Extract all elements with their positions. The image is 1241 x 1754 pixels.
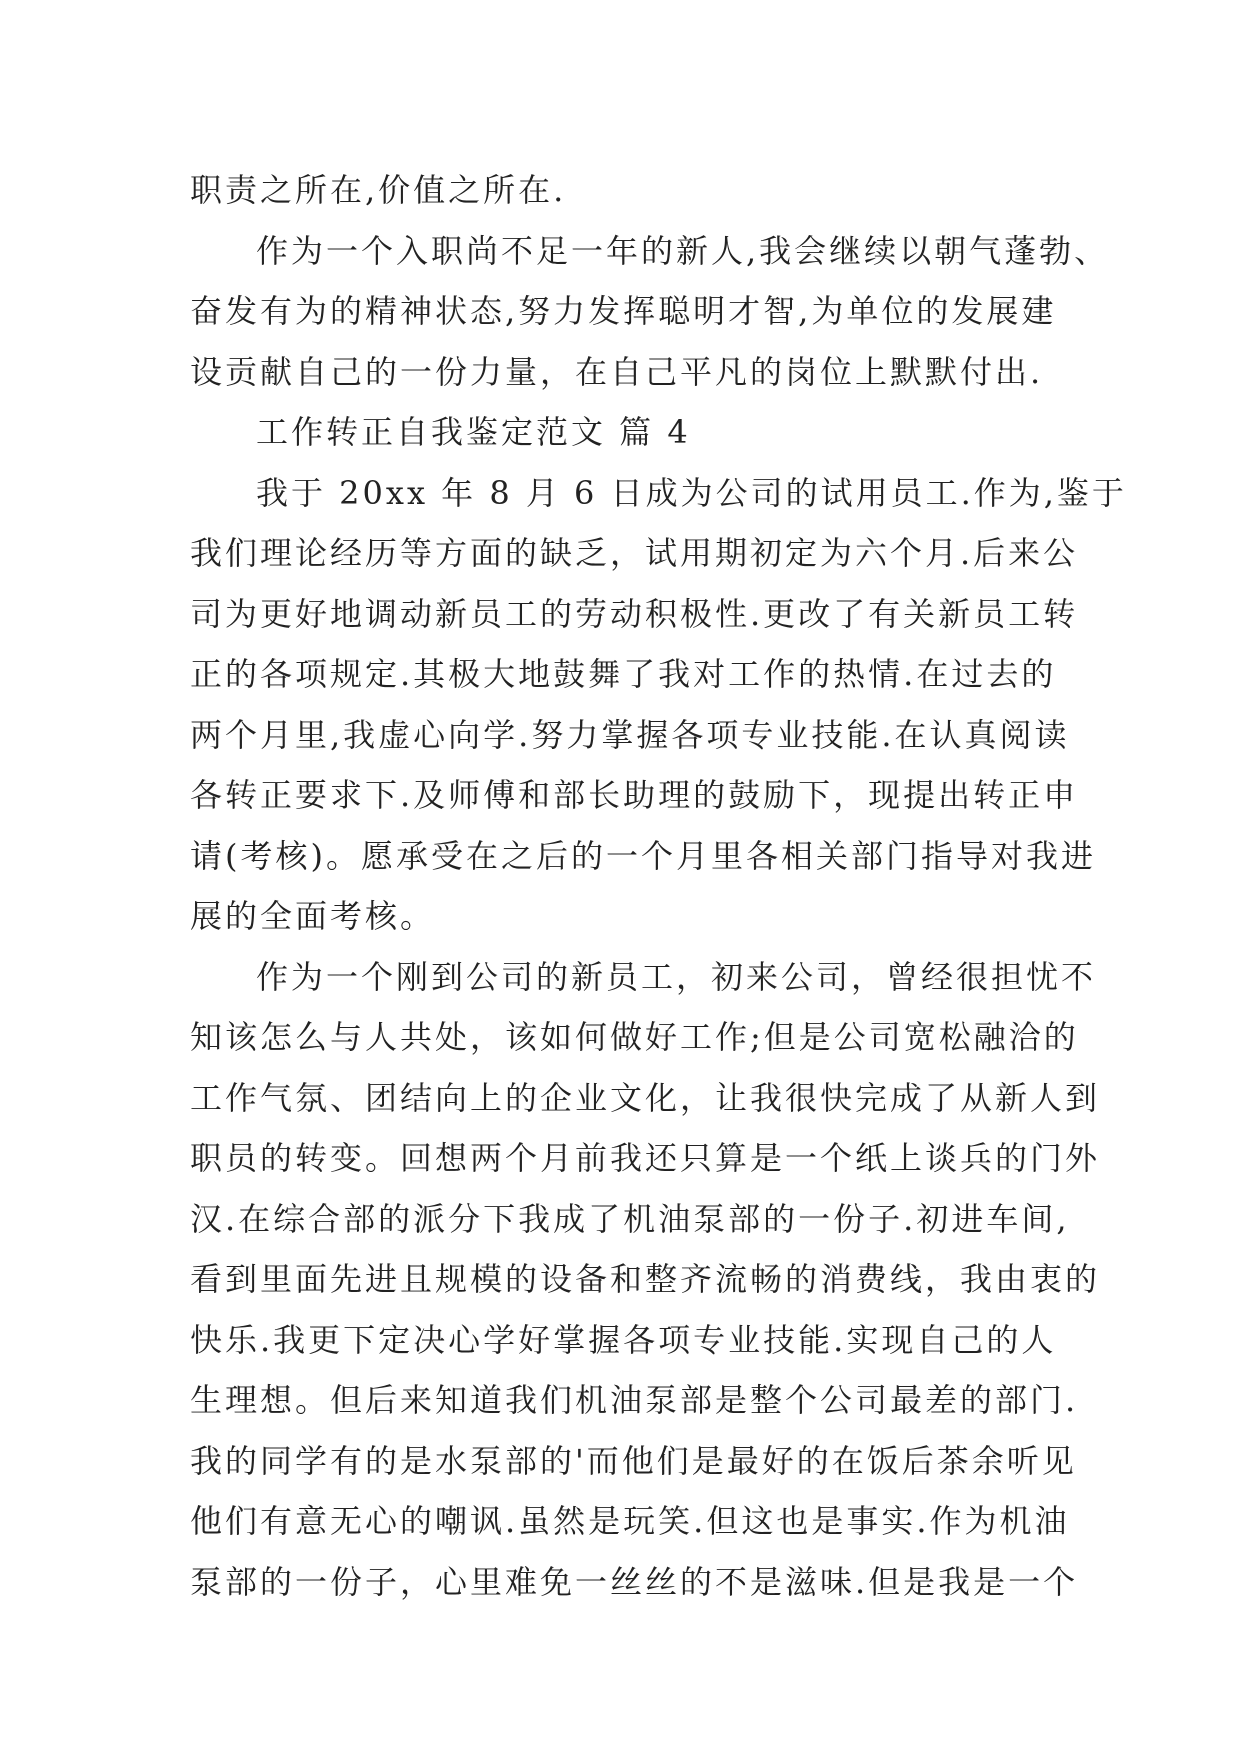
paragraph-first-line: 作为一个刚到公司的新员工，初来公司，曾经很担忧不 <box>256 957 1097 996</box>
text-line: 工作气氛、团结向上的企业文化，让我很快完成了从新人到 <box>190 1078 1101 1117</box>
text-line: 他们有意无心的嘲讽.虽然是玩笑.但这也是事实.作为机油 <box>190 1502 1070 1540</box>
text-line: 快乐.我更下定决心学好掌握各项专业技能.实现自己的人 <box>190 1320 1057 1359</box>
text-line: 泵部的一份子，心里难免一丝丝的不是滋味.但是我是一个 <box>190 1562 1079 1601</box>
text-line: 职员的转变。回想两个月前我还只算是一个纸上谈兵的门外 <box>190 1139 1101 1177</box>
text-line: 我的同学有的是水泵部的'而他们是最好的在饭后茶余听见 <box>190 1441 1077 1480</box>
text-line: 汉.在综合部的派分下我成了机油泵部的一份子.初进车间, <box>190 1199 1070 1238</box>
text-line: 两个月里,我虚心向学.努力掌握各项专业技能.在认真阅读 <box>190 715 1070 754</box>
paragraph-first-line: 作为一个入职尚不足一年的新人,我会继续以朝气蓬勃、 <box>256 231 1110 270</box>
paragraph-first-line: 工作转正自我鉴定范文 篇 4 <box>256 413 691 451</box>
text-line: 我们理论经历等方面的缺乏，试用期初定为六个月.后来公 <box>190 534 1079 572</box>
document-body <box>190 160 1127 1612</box>
text-line: 设贡献自己的一份力量，在自己平凡的岗位上默默付出. <box>190 352 1044 391</box>
text-line: 奋发有为的精神状态,努力发挥聪明才智,为单位的发展建 <box>190 292 1057 330</box>
text-line: 看到里面先进且规模的设备和整齐流畅的消费线，我由衷的 <box>190 1260 1101 1298</box>
text-line: 正的各项规定.其极大地鼓舞了我对工作的热情.在过去的 <box>190 655 1057 693</box>
text-line: 请(考核)。愿承受在之后的一个月里各相关部门指导对我进 <box>190 836 1096 875</box>
text-line: 知该怎么与人共处，该如何做好工作;但是公司宽松融洽的 <box>190 1018 1079 1056</box>
text-line: 职责之所在,价值之所在. <box>190 171 567 209</box>
text-line: 司为更好地调动新员工的劳动积极性.更改了有关新员工转 <box>190 594 1079 633</box>
text-line: 生理想。但后来知道我们机油泵部是整个公司最差的部门. <box>190 1381 1079 1419</box>
text-line: 展的全面考核。 <box>190 897 436 935</box>
paragraph-first-line: 我于 20xx 年 8 月 6 日成为公司的试用员工.作为,鉴于 <box>256 473 1127 512</box>
text-line: 各转正要求下.及师傅和部长助理的鼓励下，现提出转正申 <box>190 776 1079 814</box>
